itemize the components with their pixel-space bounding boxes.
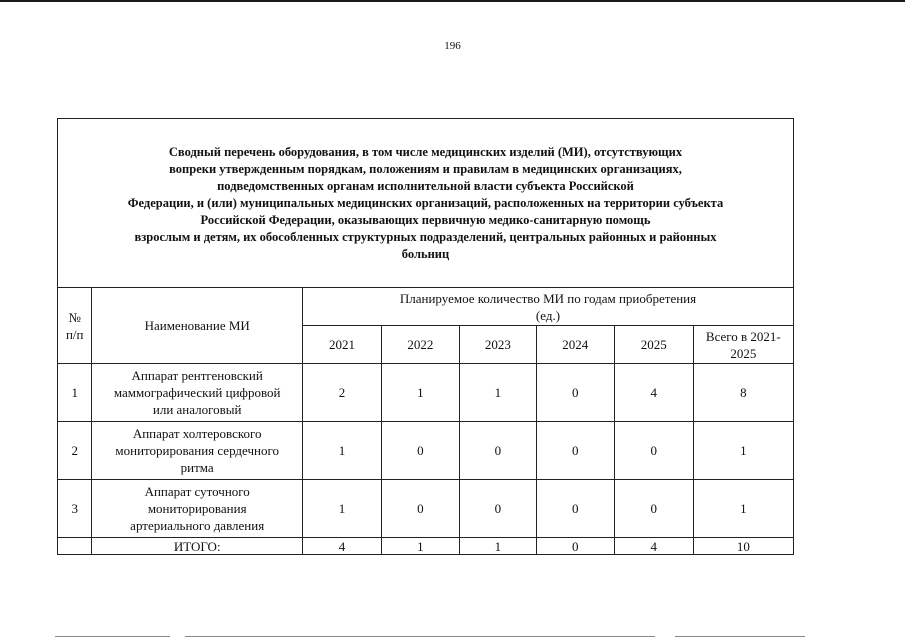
table-row (58, 364, 794, 422)
header-year-2022: 2022 (381, 326, 459, 364)
table-title: Сводный перечень оборудования, в том числе медицинских изделий (МИ), отсутствующих вопреки утвержденным порядкам, положениям и правилам в медицинских организациях, подведомственных органам исполнительной власти субъекта Российской Федерации, и (или) муниципальных медицинских организаций, расположенных на территории субъекта Российской Федерации, оказывающих первичную медико-санитарную помощь взрослым и детям, их обособленных структурных подразделений, центральных районных и районных больниц (58, 119, 794, 288)
total-label: ИТОГО: (92, 538, 303, 555)
row-value: 4 (614, 364, 693, 422)
header-year-2025: 2025 (614, 326, 693, 364)
scan-bottom-mark (185, 636, 655, 637)
row-value: 0 (459, 422, 536, 480)
row-number: 1 (58, 364, 92, 422)
row-name: Аппарат суточного мониторирования артериального давления (92, 480, 303, 538)
row-value: 0 (614, 480, 693, 538)
row-value: 0 (536, 364, 614, 422)
total-value: 1 (459, 538, 536, 555)
scan-bottom-mark (675, 636, 805, 637)
total-value: 10 (693, 538, 793, 555)
header-year-2024: 2024 (536, 326, 614, 364)
table-row (58, 480, 794, 538)
row-value: 0 (536, 422, 614, 480)
row-value: 0 (381, 480, 459, 538)
scan-top-edge (0, 0, 905, 2)
row-value: 0 (381, 422, 459, 480)
total-value: 4 (302, 538, 381, 555)
row-number: 2 (58, 422, 92, 480)
total-value: 0 (536, 538, 614, 555)
row-number: 3 (58, 480, 92, 538)
equipment-table (57, 118, 794, 555)
row-name: Аппарат рентгеновский маммографический цифровой или аналоговый (92, 364, 303, 422)
row-total: 1 (693, 480, 793, 538)
row-name: Аппарат холтеровского мониторирования сердечного ритма (92, 422, 303, 480)
header-number: № п/п (58, 288, 92, 364)
header-total-years: Всего в 2021- 2025 (693, 326, 793, 364)
row-value: 2 (302, 364, 381, 422)
total-value: 4 (614, 538, 693, 555)
row-value: 1 (459, 364, 536, 422)
scan-bottom-mark (55, 636, 170, 637)
row-value: 0 (614, 422, 693, 480)
total-row (58, 538, 794, 555)
page-number: 196 (444, 40, 461, 52)
total-value: 1 (381, 538, 459, 555)
header-year-2023: 2023 (459, 326, 536, 364)
row-value: 0 (536, 480, 614, 538)
row-value: 0 (459, 480, 536, 538)
total-number-empty (58, 538, 92, 555)
row-total: 8 (693, 364, 793, 422)
header-planned-quantity: Планируемое количество МИ по годам приобретения (ед.) (302, 288, 793, 326)
row-total: 1 (693, 422, 793, 480)
header-year-2021: 2021 (302, 326, 381, 364)
row-value: 1 (381, 364, 459, 422)
header-name: Наименование МИ (92, 288, 303, 364)
row-value: 1 (302, 422, 381, 480)
row-value: 1 (302, 480, 381, 538)
table-row (58, 422, 794, 480)
